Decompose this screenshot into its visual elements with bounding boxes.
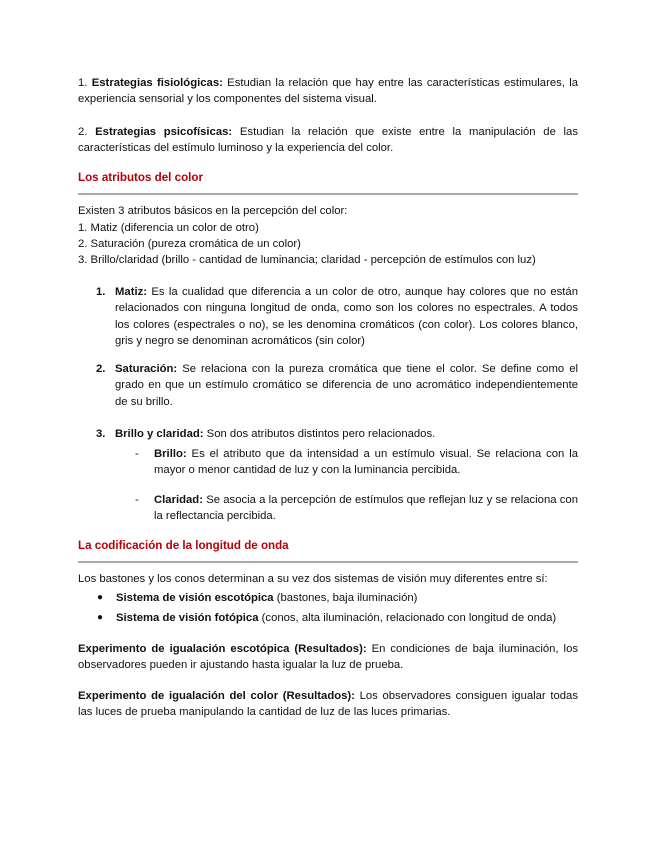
item-title: Matiz:: [115, 286, 148, 298]
attribute-list-item: 2. Saturación (pureza cromática de un color): [78, 238, 301, 250]
bullet-scotopic: [116, 590, 578, 606]
experiment-scotopic: [78, 641, 578, 674]
attribute-list-item: 3. Brillo/claridad (brillo - cantidad de luminancia; claridad - percepción de estímulos con luz): [78, 254, 536, 266]
item-number: 1.: [96, 286, 106, 298]
experiment-title: Experimento de igualación del color (Resultados):: [78, 690, 355, 702]
experiment-text: Los observadores consiguen igualar todas las luces de prueba manipulando la cantidad de luz de las luces primarias.: [78, 690, 578, 719]
sub-item-lightness: [154, 492, 578, 525]
bullet-text: (bastones, baja iluminación): [273, 592, 418, 604]
sub-item-title: Brillo:: [154, 448, 187, 460]
item-text: Son dos atributos distintos pero relacionados.: [203, 428, 436, 440]
strategy-physiological: [78, 75, 578, 108]
strategy-title: Estrategias psicofísicas:: [95, 126, 233, 138]
sub-item-title: Claridad:: [154, 494, 203, 506]
item-text: Se relaciona con la pureza cromática que tiene el color. Se define como el grado en que un estímulo cromático se diferencia de uno acromático independientemente de su brillo.: [115, 363, 578, 408]
item-number: 2.: [96, 363, 106, 375]
strategy-number: 2.: [78, 126, 88, 138]
bullet-photopic: [116, 610, 578, 626]
section-heading-wavelength-coding: La codificación de la longitud de onda: [78, 539, 289, 552]
section-divider: [78, 561, 578, 563]
strategy-title: Estrategias fisiológicas:: [91, 77, 223, 89]
bullet-icon: ●: [97, 612, 104, 623]
item-title: Brillo y claridad:: [115, 428, 204, 440]
section-intro: Los bastones y los conos determinan a su vez dos sistemas de visión muy diferentes entre sí:: [78, 573, 548, 585]
section-intro: Existen 3 atributos básicos en la percepción del color:: [78, 205, 348, 217]
sub-item-dash: -: [135, 494, 139, 506]
sub-item-text: Se asocia a la percepción de estímulos que reflejan luz y se relaciona con la reflectancia percibida.: [154, 494, 578, 523]
item-title: Saturación:: [115, 363, 178, 375]
section-heading-color-attributes: Los atributos del color: [78, 171, 203, 184]
bullet-title: Sistema de visión fotópica: [116, 612, 259, 624]
sub-item-dash: -: [135, 448, 139, 460]
bullet-icon: ●: [97, 592, 104, 603]
strategy-psychophysical: [78, 124, 578, 157]
section-divider: [78, 193, 578, 195]
experiment-text: En condiciones de baja iluminación, los observadores pueden ir ajustando hasta igualar la luz de prueba.: [78, 643, 578, 672]
experiment-title: Experimento de igualación escotópica (Resultados):: [78, 643, 367, 655]
item-brightness: [115, 426, 578, 442]
sub-item-brightness: [154, 446, 578, 479]
strategy-text: Estudian la relación que existe entre la manipulación de las características del estímulo luminoso y la experiencia del color.: [78, 126, 578, 155]
experiment-color: [78, 688, 578, 721]
strategy-text: Estudian la relación que hay entre las características estimulares, la experiencia sensorial y los componentes del sistema visual.: [78, 77, 578, 106]
item-saturation: [115, 361, 578, 410]
bullet-text: (conos, alta iluminación, relacionado con longitud de onda): [258, 612, 557, 624]
bullet-title: Sistema de visión escotópica: [116, 592, 274, 604]
attribute-list-item: 1. Matiz (diferencia un color de otro): [78, 222, 259, 234]
strategy-number: 1.: [78, 77, 88, 89]
sub-item-text: Es el atributo que da intensidad a un estímulo visual. Se relaciona con la mayor o menor cantidad de luz y con la luminancia percibida.: [154, 448, 578, 477]
item-hue: [115, 284, 578, 350]
item-text: Es la cualidad que diferencia a un color de otro, aunque hay colores que no están relacionados con ninguna longitud de onda, como son los colores no espectrales. A todos los colores (espectrales o no), se les denomina cromáticos (con color). Los colores blanco, gris y negro se denominan acromáticos (sin color): [115, 286, 578, 348]
item-number: 3.: [96, 428, 106, 440]
